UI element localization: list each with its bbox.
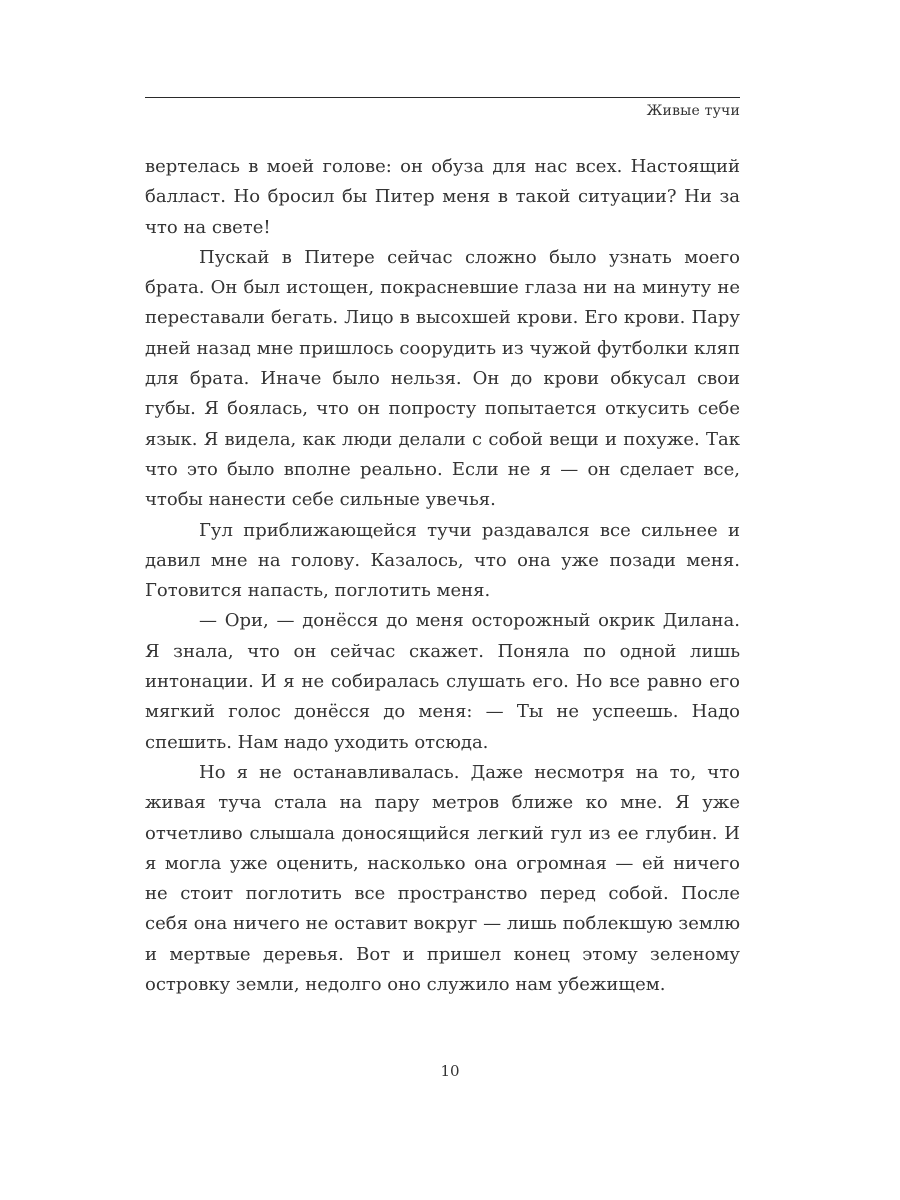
running-title: Живые тучи [646,103,740,119]
paragraph: Гул приближающейся тучи раздавался все сильнее и давил мне на голову. Казалось, что она уже позади меня. Готовится напасть, поглотить меня. [145,519,740,602]
paragraph: Пускай в Питере сейчас сложно было узнать моего брата. Он был истощен, покрасневшие глаза ни на минуту не переставали бегать. Лицо в высохшей крови. Его крови. Пару дней назад мне пришлось соорудить из чужой футболки кляп для брата. Иначе было нельзя. Он до крови обкусал свои губы. Я боялась, что он попросту попытается откусить себе язык. Я видела, как люди делали с собой вещи и похуже. Так что это было вполне реально. Если не я — он сделает все, чтобы нанести себе сильные увечья. [145,246,740,511]
body-text [145,152,740,1000]
header-rule [145,97,740,98]
paragraph: вертелась в моей голове: он обуза для нас всех. Настоящий балласт. Но бросил бы Питер меня в такой ситуации? Ни за что на свете! [145,156,740,238]
page-number: 10 [440,1062,460,1080]
paragraph: — Ори, — донёсся до меня осторожный окрик Дилана. Я знала, что он сейчас скажет. Поняла по одной лишь интонации. И я не собиралась слушать его. Но все равно его мягкий голос донёсся до меня: — Ты не успеешь. Надо спешить. Нам надо уходить отсюда. [145,610,740,753]
paragraph: Но я не останавливалась. Даже несмотря на то, что живая туча стала на пару метров ближе ко мне. Я уже отчетливо слышала доносящийся легкий гул из ее глубин. И я могла уже оценить, насколько она огромная — ей ничего не стоит поглотить все пространство перед собой. После себя она ничего не оставит вокруг — лишь поблекшую землю и мертвые деревья. Вот и пришел конец этому зеленому островку земли, недолго оно служило нам убежищем. [145,761,740,996]
